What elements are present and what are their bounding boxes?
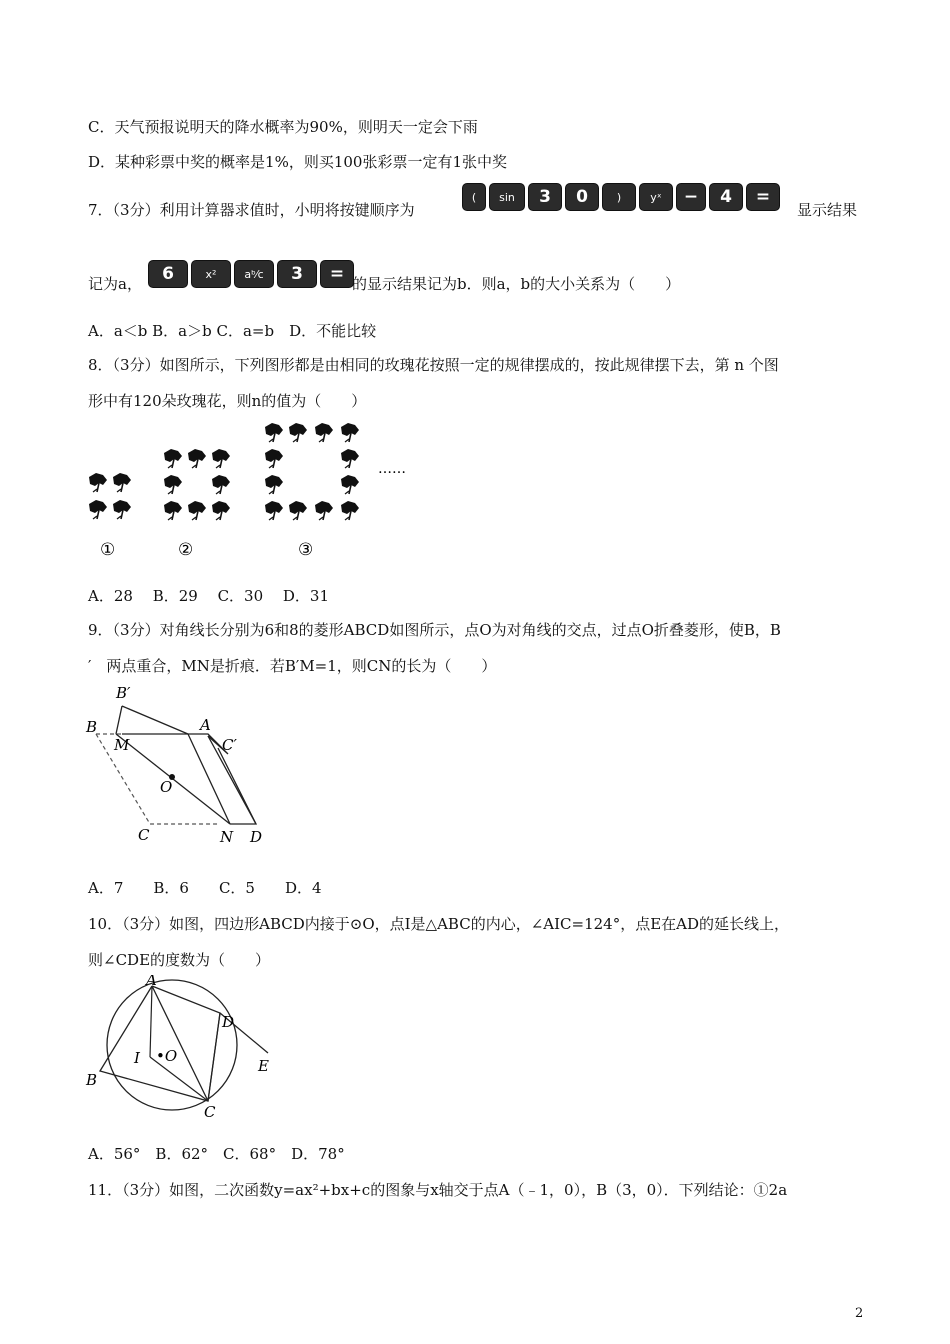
key-4: 4 <box>709 183 743 211</box>
q10-text-line2: 则∠CDE的度数为（ ） <box>88 951 271 969</box>
q10-text-line1: 10．（3分）如图，四边形ABCD内接于⊙O，点I是△ABC的内心，∠AIC=124°，点E在AD的延长线上， <box>88 915 790 933</box>
q7-text-end: 显示结果 <box>797 201 858 219</box>
key-3: 3 <box>528 183 562 211</box>
q6-option-c: C．天气预报说明天的降水概率为90%，则明天一定会下雨 <box>88 118 478 136</box>
q8-text-line2: 形中有120朵玫瑰花，则n的值为（ ） <box>88 392 367 410</box>
key-minus: − <box>676 183 706 211</box>
q7-text-start: 7．（3分）利用计算器求值时，小明将按键顺序为 <box>88 201 415 219</box>
q8-figure-3 <box>265 423 359 520</box>
calculator-key-sequence-1 <box>462 183 780 211</box>
q8-label-2: ② <box>178 540 194 560</box>
q10-label-a: A <box>146 975 157 989</box>
key-rparen: ) <box>602 183 636 211</box>
q10-label-e: E <box>258 1057 269 1075</box>
q9-options: A．7 B．6 C．5 D．4 <box>88 879 322 897</box>
q9-label-d: D <box>250 828 263 846</box>
key-6: 6 <box>148 260 188 288</box>
q9-label-b: B <box>86 718 98 736</box>
q10-label-d: D <box>222 1013 235 1031</box>
q9-label-b-prime: B′ <box>116 684 131 702</box>
q8-rose-pattern-figure <box>80 415 430 565</box>
q10-label-i: I <box>134 1049 140 1067</box>
q8-figure-2 <box>164 449 230 520</box>
calculator-key-sequence-2 <box>148 260 354 288</box>
q10-circle-figure <box>80 975 280 1125</box>
key-equals: = <box>320 260 354 288</box>
q9-text-line2: ′ 两点重合，MN是折痕．若B′M=1，则CN的长为（ ） <box>88 657 497 675</box>
q8-label-1: ① <box>100 540 116 560</box>
q9-label-m: M <box>114 736 130 754</box>
q9-label-c-prime: C′ <box>222 736 237 754</box>
q9-rhombus-figure <box>80 680 280 850</box>
q7-options: A．a＜b B．a＞b C．a=b D．不能比较 <box>88 322 377 340</box>
q10-options: A．56° B．62° C．68° D．78° <box>88 1145 345 1163</box>
q8-label-3: ③ <box>298 540 314 560</box>
q10-label-o: •O <box>156 1047 178 1065</box>
q8-ellipsis: …… <box>378 461 406 477</box>
key-power: yˣ <box>639 183 673 211</box>
q10-label-c: C <box>204 1103 216 1121</box>
q6-option-d: D．某种彩票中奖的概率是1%，则买100张彩票一定有1张中奖 <box>88 153 507 171</box>
q10-label-b: B <box>86 1071 98 1089</box>
key-0: 0 <box>565 183 599 211</box>
q9-label-c: C <box>138 826 150 844</box>
key-lparen: ( <box>462 183 486 211</box>
q9-label-o: O <box>160 778 173 796</box>
q7-text-line2-end: 的显示结果记为b．则a，b的大小关系为（ ） <box>352 275 681 293</box>
key-3: 3 <box>277 260 317 288</box>
key-equals: = <box>746 183 780 211</box>
page-number: 2 <box>855 1306 864 1321</box>
q9-text-line1: 9．（3分）对角线长分别为6和8的菱形ABCD如图所示，点O为对角线的交点，过点O折叠菱形，使B，B <box>88 621 781 639</box>
key-fraction: aᵇ⁄c <box>234 260 274 288</box>
q11-text-line1: 11．（3分）如图，二次函数y=ax²+bx+c的图象与x轴交于点A（﹣1，0），B（3，0）．下列结论：①2a <box>88 1181 788 1199</box>
key-square: x² <box>191 260 231 288</box>
q9-label-n: N <box>220 828 234 846</box>
key-sin: sin <box>489 183 525 211</box>
q9-label-a: A <box>200 716 211 734</box>
q8-options: A．28 B．29 C．30 D．31 <box>88 587 330 605</box>
q7-text-line2-start: 记为a， <box>88 275 142 293</box>
q8-text-line1: 8．（3分）如图所示，下列图形都是由相同的玫瑰花按照一定的规律摆成的，按此规律摆下去，第 n 个图 <box>88 356 779 374</box>
q8-figure-1 <box>89 473 131 519</box>
